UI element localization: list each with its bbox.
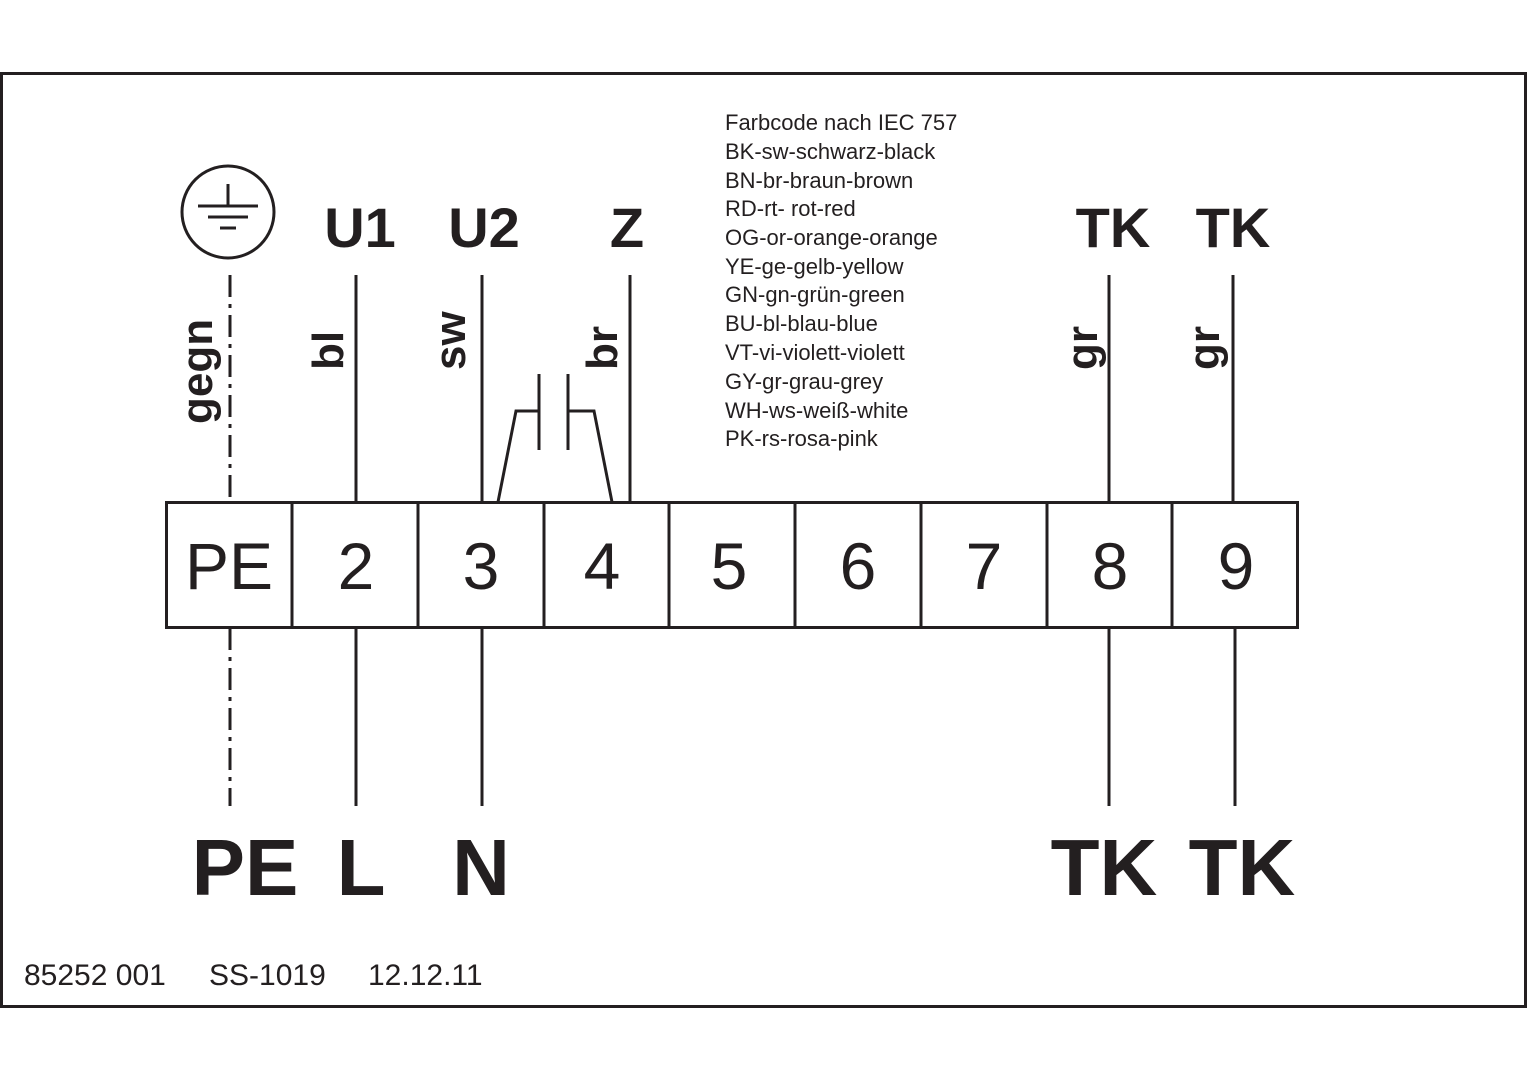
legend-item: GY-gr-grau-grey: [725, 369, 884, 394]
terminal-8: 8: [1091, 529, 1129, 603]
terminal-block: [167, 502, 1298, 628]
terminal-7: 7: [965, 529, 1003, 603]
terminal-3: 3: [462, 529, 500, 603]
legend-item: VT-vi-violett-violett: [725, 340, 905, 365]
wire-color-3: sw: [426, 311, 475, 370]
legend-item: GN-gn-grün-green: [725, 282, 905, 307]
legend-item: BK-sw-schwarz-black: [725, 139, 936, 164]
label-tk-bottom-9: TK: [1188, 823, 1296, 912]
legend-item: YE-ge-gelb-yellow: [725, 254, 904, 279]
wire-color-9: gr: [1180, 326, 1229, 370]
label-tk-top-9: TK: [1195, 196, 1271, 259]
label-pe-bottom: PE: [191, 823, 299, 912]
wire-color-4: br: [578, 326, 627, 370]
color-code-legend: [725, 110, 957, 451]
legend-title: Farbcode nach IEC 757: [725, 110, 958, 135]
ground-symbol-icon: [182, 166, 274, 258]
label-z: Z: [609, 196, 645, 259]
terminal-5: 5: [710, 529, 748, 603]
terminal-2: 2: [337, 529, 375, 603]
terminal-6: 6: [839, 529, 877, 603]
footer-part-number: 85252 001: [24, 959, 166, 992]
capacitor-icon: [498, 374, 612, 502]
legend-item: BU-bl-blau-blue: [725, 311, 878, 336]
label-n-bottom: N: [452, 823, 510, 912]
wire-color-pe: gegn: [173, 318, 222, 424]
legend-item: PK-rs-rosa-pink: [725, 426, 878, 451]
legend-item: BN-br-braun-brown: [725, 168, 914, 193]
legend-item: RD-rt- rot-red: [725, 196, 856, 221]
terminal-9: 9: [1217, 529, 1255, 603]
legend-item: OG-or-orange-orange: [725, 225, 938, 250]
wire-color-8: gr: [1058, 326, 1107, 370]
label-tk-top-8: TK: [1075, 196, 1151, 259]
terminal-4: 4: [583, 529, 621, 603]
label-u2: U2: [448, 196, 520, 259]
label-tk-bottom-8: TK: [1050, 823, 1158, 912]
wire-color-2: bl: [304, 330, 353, 370]
legend-item: WH-ws-weiß-white: [725, 398, 909, 423]
footer-date: 12.12.11: [368, 959, 483, 992]
label-l-bottom: L: [336, 823, 386, 912]
terminal-pe: PE: [184, 529, 274, 603]
label-u1: U1: [324, 196, 396, 259]
footer-document-number: SS-1019: [209, 959, 326, 992]
